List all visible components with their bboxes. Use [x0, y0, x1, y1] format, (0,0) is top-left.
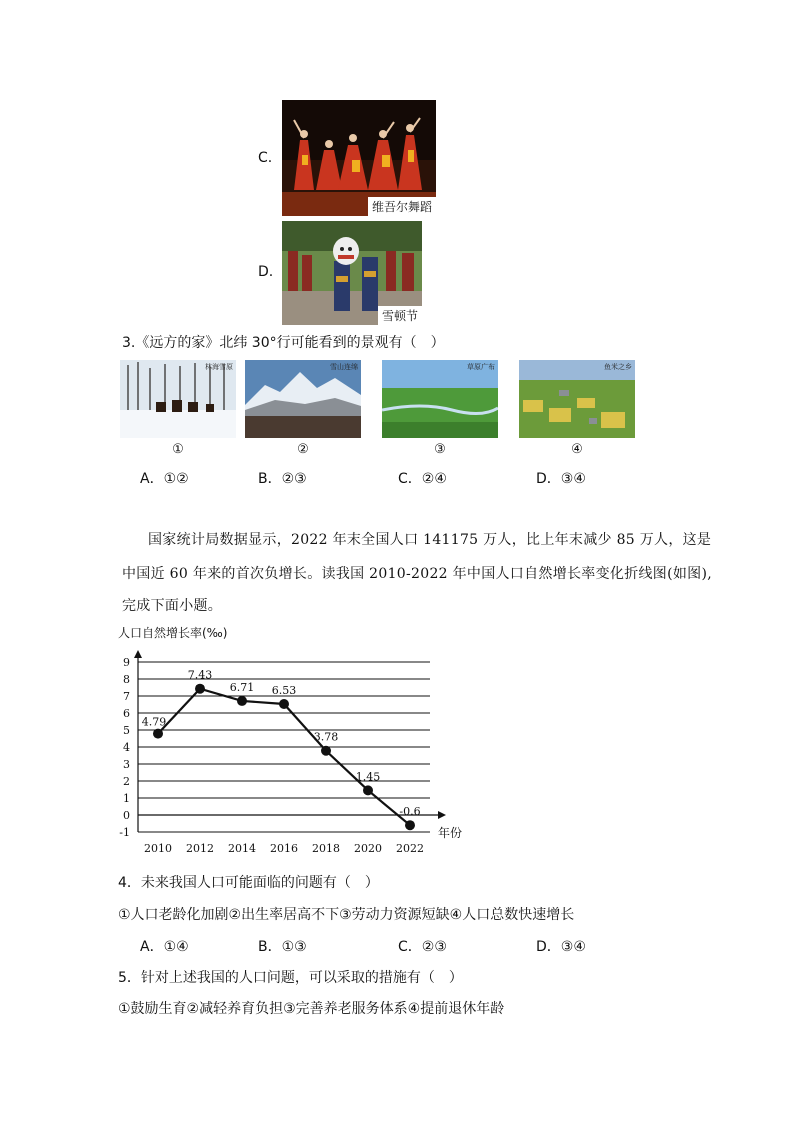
q3-image-2-caption: 雪山连绵: [330, 363, 358, 371]
data-point: [195, 684, 205, 694]
x-tick-label: 2020: [354, 842, 382, 855]
data-point: [237, 696, 247, 706]
y-tick-label: 2: [123, 775, 130, 788]
q3-image-4-number: ④: [571, 442, 583, 457]
y-tick-label: 5: [123, 724, 130, 737]
data-value-label: -0.6: [399, 805, 421, 819]
data-point: [153, 729, 163, 739]
data-value-label: 3.78: [313, 730, 339, 744]
question-4-items: ①人口老龄化加剧②出生率居高不下③劳动力资源短缺④人口总数快速增长: [118, 907, 575, 923]
y-tick-label: 8: [123, 673, 130, 686]
population-growth-chart: [110, 622, 480, 860]
x-tick-label: 2022: [396, 842, 424, 855]
chart-x-axis-label: 年份: [438, 826, 463, 840]
q3-choice-a[interactable]: A．①②: [140, 471, 189, 487]
chart-x-ticks: [144, 842, 424, 855]
x-axis-arrow: [438, 811, 446, 819]
chart-value-labels: [142, 669, 421, 819]
data-point: [321, 746, 331, 756]
q4-choice-c[interactable]: C．②③: [398, 939, 447, 955]
q3-image-4-caption: 鱼米之乡: [604, 363, 632, 371]
chart-y-ticks: [119, 656, 130, 839]
y-tick-label: 6: [123, 707, 130, 720]
data-point: [363, 785, 373, 795]
y-tick-label: 9: [123, 656, 130, 669]
passage-line-1: 国家统计局数据显示，2022 年末全国人口 141175 万人，比上年末减少 85 万人，这是: [148, 532, 712, 548]
q3-choice-d[interactable]: D．③④: [536, 471, 586, 487]
chart-y-axis-label: 人口自然增长率(‰): [118, 626, 228, 640]
q3-image-3-number: ③: [434, 442, 446, 457]
y-tick-label: 4: [123, 741, 130, 754]
q3-image-1: [120, 360, 236, 438]
q4-choice-d[interactable]: D．③④: [536, 939, 586, 955]
q3-choice-c[interactable]: C．②④: [398, 471, 447, 487]
data-point: [279, 699, 289, 709]
passage-line-2: 中国近 60 年来的首次负增长。读我国 2010-2022 年中国人口自然增长率变化折线图(如图),: [122, 566, 712, 582]
y-tick-label: 7: [123, 690, 130, 703]
q4-choice-a[interactable]: A．①④: [140, 939, 189, 955]
uyghur-dance-caption: 维吾尔舞蹈: [368, 197, 436, 216]
data-value-label: 7.43: [187, 668, 213, 682]
y-tick-label: 3: [123, 758, 130, 771]
x-tick-label: 2018: [312, 842, 340, 855]
data-point: [405, 820, 415, 830]
x-tick-label: 2016: [270, 842, 298, 855]
option-d-letter: D.: [258, 264, 274, 280]
q3-image-3-caption: 草原广布: [467, 363, 495, 371]
y-tick-label: 0: [123, 809, 130, 822]
x-tick-label: 2010: [144, 842, 172, 855]
x-tick-label: 2014: [228, 842, 256, 855]
data-value-label: 4.79: [141, 715, 167, 729]
y-tick-label: -1: [119, 826, 130, 839]
question-4-stem: 4．未来我国人口可能面临的问题有（ ）: [118, 875, 379, 891]
q3-image-2: [245, 360, 361, 438]
q4-choice-b[interactable]: B．①③: [258, 939, 307, 955]
chart-series: [153, 684, 415, 831]
q3-image-4: [519, 360, 635, 438]
q3-choice-b[interactable]: B．②③: [258, 471, 307, 487]
data-value-label: 6.71: [229, 680, 255, 694]
shoton-festival-photo: [282, 221, 422, 325]
shoton-festival-caption: 雪顿节: [378, 306, 422, 325]
q3-image-2-number: ②: [297, 442, 309, 457]
question-5-stem: 5．针对上述我国的人口问题，可以采取的措施有（ ）: [118, 970, 463, 986]
series-line: [158, 689, 410, 826]
y-axis-arrow: [134, 650, 142, 658]
uyghur-dance-photo: [282, 100, 436, 216]
q3-image-1-number: ①: [172, 442, 184, 457]
question-5-items: ①鼓励生育②减轻养育负担③完善养老服务体系④提前退休年龄: [118, 1001, 505, 1017]
data-value-label: 6.53: [271, 683, 297, 697]
question-3-stem: 3.《远方的家》北纬 30°行可能看到的景观有（ ）: [122, 335, 445, 351]
passage-line-3: 完成下面小题。: [122, 598, 223, 614]
q3-image-1-caption: 林海雪原: [205, 363, 233, 371]
y-tick-label: 1: [123, 792, 130, 805]
data-value-label: 1.45: [355, 770, 381, 784]
option-c-letter: C.: [258, 150, 273, 166]
q3-image-3: [382, 360, 498, 438]
x-tick-label: 2012: [186, 842, 214, 855]
